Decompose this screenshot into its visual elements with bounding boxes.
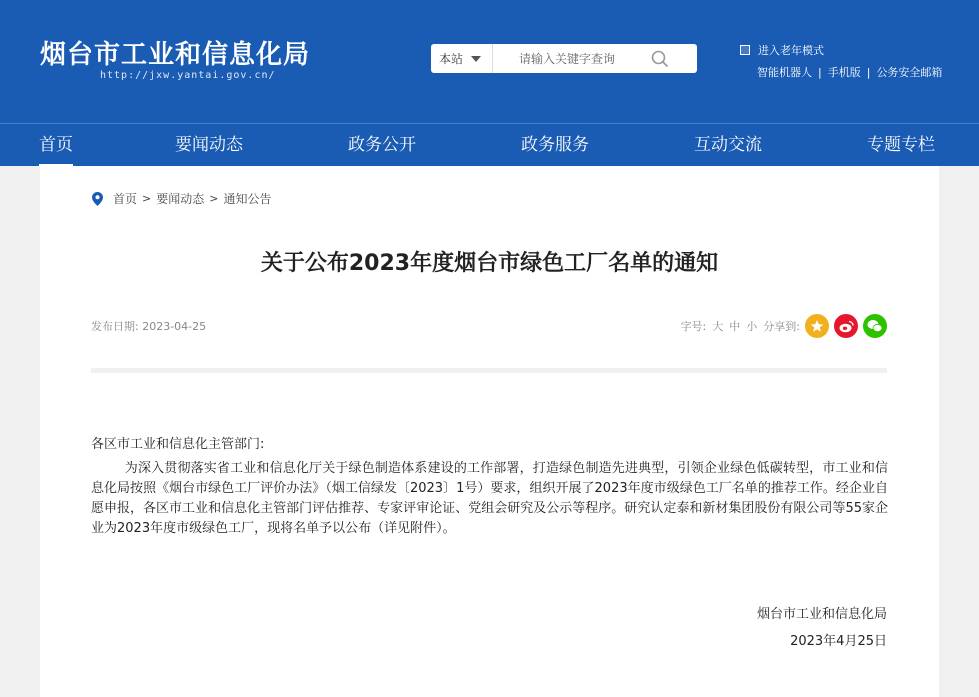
search-button[interactable]: [643, 44, 677, 73]
article-body: 为深入贯彻落实省工业和信息化厅关于绿色制造体系建设的工作部署，打造绿色制造先进典型，引领企业绿色低碳转型，市工业和信息化局按照《烟台市绿色工厂评价办法》（烟工信绿发〔2023〕1号）要求，组织开展了2023年度市级绿色工厂名单的推荐工作。经企业自愿申报，各区市工业和信息化主管部门评估推荐、专家评审论证、党组会研究及公示等程序。研究认定泰和新材集团股份有限公司等55家企业为2023年度市级绿色工厂，现将名单予以公布（详见附件）。: [91, 461, 888, 536]
breadcrumb-news[interactable]: 要闻动态: [156, 192, 205, 206]
breadcrumb-separator: >: [209, 192, 219, 205]
article-container: [40, 166, 939, 697]
top-links: [740, 42, 942, 80]
article-addressee: 各区市工业和信息化主管部门:: [91, 437, 265, 452]
article-tools: [675, 314, 887, 338]
elder-mode-icon: [740, 45, 750, 55]
signature-org: 烟台市工业和信息化局: [756, 607, 887, 622]
share-weibo-button[interactable]: [834, 314, 858, 338]
share-wechat-button[interactable]: [863, 314, 887, 338]
font-size-label: 字号:: [680, 320, 707, 333]
publish-date-value: 2023-04-25: [142, 320, 207, 333]
breadcrumb-notices[interactable]: 通知公告: [223, 192, 272, 206]
share-label: 分享到:: [763, 320, 800, 333]
article-title: 关于公布2023年度烟台市绿色工厂名单的通知: [260, 251, 719, 276]
nav-item-public-affairs[interactable]: 政务公开: [348, 135, 416, 155]
signature-date: 2023年4月25日: [790, 634, 887, 649]
search-input[interactable]: [493, 45, 643, 72]
font-size-large[interactable]: 大: [712, 320, 724, 333]
location-pin-icon: [92, 192, 103, 206]
site-url: http://jxw.yantai.gov.cn/: [100, 70, 276, 81]
chevron-down-icon: [471, 56, 481, 62]
nav-item-news[interactable]: 要闻动态: [175, 135, 243, 155]
search-bar: [431, 44, 697, 73]
wechat-icon: [867, 319, 883, 333]
main-nav: [0, 123, 979, 166]
publish-date-label: 发布日期:: [91, 320, 139, 333]
search-scope-label: 本站: [439, 52, 464, 66]
link-separator: |: [866, 65, 871, 79]
elder-mode-link[interactable]: 进入老年模式: [758, 44, 824, 57]
search-scope-select[interactable]: [431, 44, 493, 73]
divider: [91, 368, 887, 373]
site-title[interactable]: 烟台市工业和信息化局: [40, 40, 311, 70]
share-qzone-button[interactable]: [805, 314, 829, 338]
site-header: [0, 0, 979, 123]
mobile-link[interactable]: 手机版: [827, 66, 861, 79]
weibo-icon: [839, 320, 854, 333]
search-icon: [651, 50, 669, 68]
star-icon: [810, 319, 824, 333]
font-size-small[interactable]: 小: [746, 320, 758, 333]
robot-link[interactable]: 智能机器人: [757, 66, 812, 79]
nav-item-services[interactable]: 政务服务: [521, 135, 589, 155]
nav-item-interaction[interactable]: 互动交流: [694, 135, 762, 155]
breadcrumb-home[interactable]: 首页: [113, 192, 138, 206]
link-separator: |: [818, 65, 822, 79]
breadcrumb-separator: >: [142, 192, 152, 205]
font-size-medium[interactable]: 中: [729, 320, 741, 333]
publish-date: [91, 318, 206, 334]
mail-link[interactable]: 公务安全邮箱: [876, 66, 943, 79]
nav-item-topics[interactable]: 专题专栏: [867, 135, 935, 155]
nav-item-home[interactable]: 首页: [39, 124, 73, 166]
breadcrumb: [92, 190, 271, 207]
